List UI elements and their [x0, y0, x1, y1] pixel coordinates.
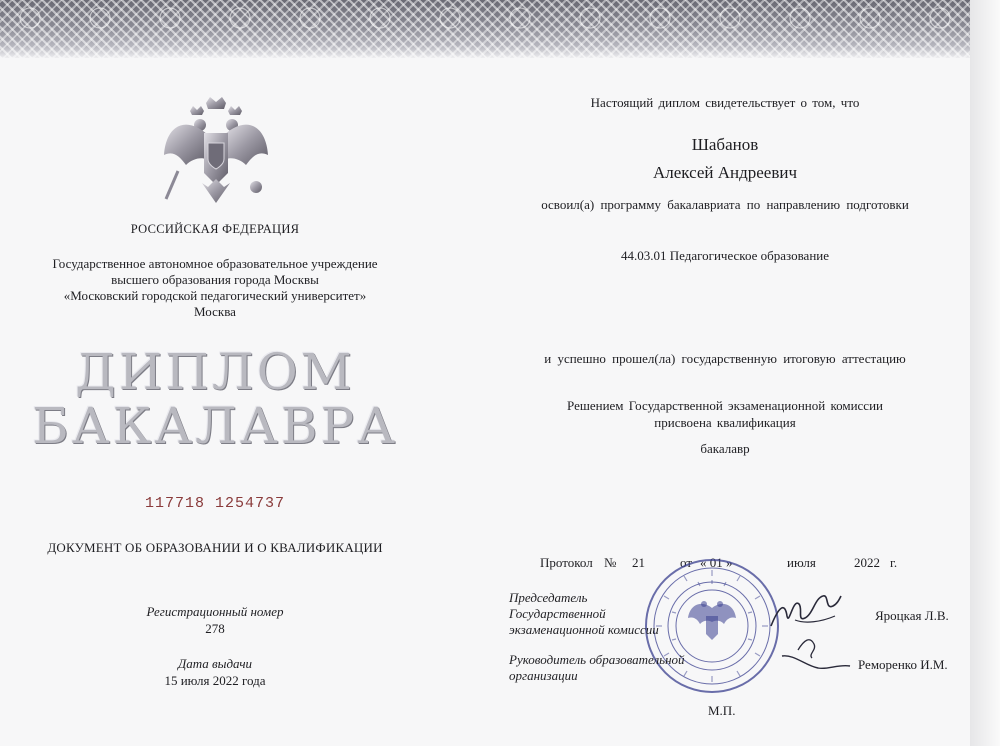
institution-line-2: высшего образования города Москвы: [111, 272, 319, 287]
protocol-date-from: от: [680, 555, 693, 570]
registration-number: 278: [205, 621, 225, 636]
protocol-day: « 01 »: [700, 555, 733, 570]
graduate-given-names: Алексей Андреевич: [652, 163, 798, 182]
protocol-year: 2022: [854, 555, 880, 570]
issue-date: 15 июля 2022 года: [164, 673, 266, 688]
chair-title-line-3: экзаменационной комиссии: [509, 622, 659, 637]
head-title-line-2: организации: [509, 668, 578, 683]
protocol-number: 21: [632, 555, 645, 570]
decision-line-2: присвоена квалификация: [654, 415, 796, 430]
head-title-line-1: Руководитель образовательной: [509, 652, 685, 667]
institution-line-3: «Московский городской педагогический университет»: [63, 288, 367, 303]
graduate-surname: Шабанов: [691, 135, 759, 154]
head-name: Реморенко И.М.: [858, 657, 948, 672]
document-type: ДОКУМЕНТ ОБ ОБРАЗОВАНИИ И О КВАЛИФИКАЦИИ: [47, 540, 383, 555]
official-seal-icon: [642, 556, 782, 701]
chair-title-line-1: Председатель: [509, 590, 588, 605]
head-signature-icon: [778, 630, 858, 685]
diploma-title-line-1: ДИПЛОМ: [75, 343, 355, 401]
program-text: освоил(а) программу бакалавриата по направлению подготовки: [541, 197, 909, 212]
program-name: 44.03.01 Педагогическое образование: [620, 248, 830, 263]
institution-city: Москва: [194, 304, 236, 319]
protocol-month: июля: [787, 555, 816, 570]
attestation-text: и успешно прошел(ла) государственную итоговую аттестацию: [544, 351, 906, 366]
issue-date-label: Дата выдачи: [177, 656, 253, 671]
security-pattern-banner: [0, 0, 975, 58]
coat-of-arms-icon: [156, 95, 276, 220]
serial-number: 117718 1254737: [144, 495, 286, 512]
institution-line-1: Государственное автономное образовательное учреждение: [52, 256, 378, 271]
registration-number-label: Регистрационный номер: [146, 604, 284, 619]
country-name: РОССИЙСКАЯ ФЕДЕРАЦИЯ: [130, 222, 300, 236]
chair-title-line-2: Государственной: [509, 606, 606, 621]
protocol-label: Протокол: [540, 555, 593, 570]
protocol-number-sign: №: [604, 555, 617, 570]
chair-name: Яроцкая Л.В.: [875, 608, 949, 623]
protocol-year-suffix: г.: [890, 555, 898, 570]
page-edge-shadow: [970, 0, 1000, 746]
intro-text: Настоящий диплом свидетельствует о том, что: [590, 95, 860, 110]
decision-line-1: Решением Государственной экзаменационной комиссии: [567, 398, 883, 413]
qualification: бакалавр: [700, 441, 750, 456]
diploma-title-line-2: БАКАЛАВРА: [31, 397, 398, 455]
stamp-place-mark: М.П.: [708, 703, 736, 718]
